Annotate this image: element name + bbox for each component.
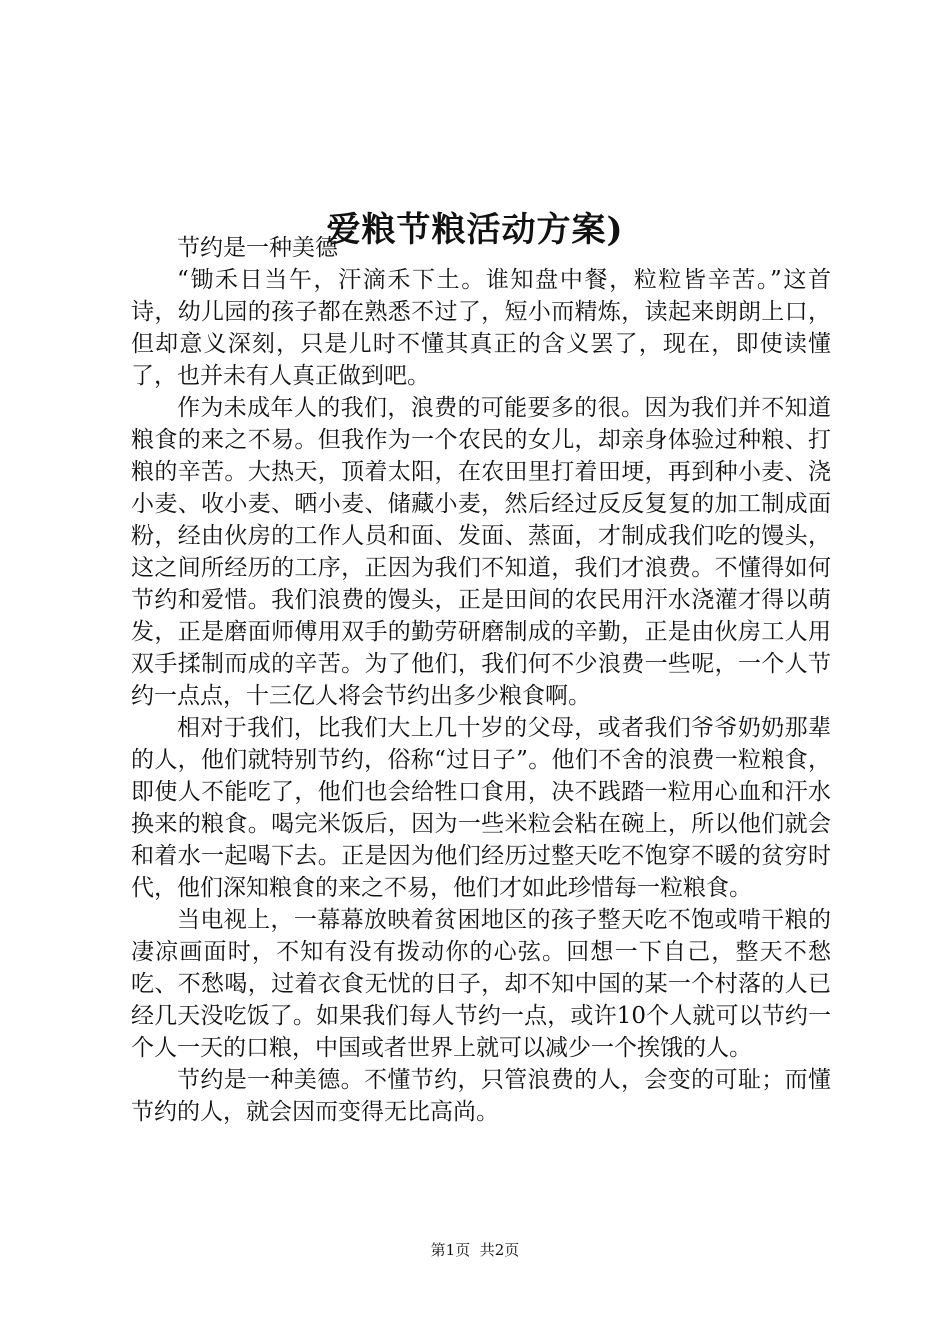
document-body: [131, 232, 831, 1128]
page-footer: [0, 1239, 950, 1261]
paragraph-4: 相对于我们，比我们大上几十岁的父母，或者我们爷爷奶奶那辈的人，他们就特别节约，俗称“过日子”。他们不舍的浪费一粒粮食，即使人不能吃了，他们也会给牲口食用，决不践踏一粒用心血和汗水换来的粮食。喝完米饭后，因为一些米粒会粘在碗上，所以他们就会和着水一起喝下去。正是因为他们经历过整天吃不饱穿不暖的贫穷时代，他们深知粮食的来之不易，他们才如此珍惜每一粒粮食。: [131, 715, 831, 901]
page-number: 第1页: [430, 1241, 471, 1259]
paragraph-6: 节约是一种美德。不懂节约，只管浪费的人，会变的可耻；而懂节约的人，就会因而变得无比高尚。: [131, 1067, 831, 1125]
paragraph-2: “锄禾日当午，汗滴禾下土。谁知盘中餐，粒粒皆辛苦。”这首诗，幼儿园的孩子都在熟悉不过了，短小而精炼，读起来朗朗上口，但却意义深刻，只是儿时不懂其真正的含义罢了，现在，即使读懂了，也并未有人真正做到吧。: [131, 267, 831, 389]
paragraph-3: 作为未成年人的我们，浪费的可能要多的很。因为我们并不知道粮食的来之不易。但我作为一个农民的女儿，却亲身体验过种粮、打粮的辛苦。大热天，顶着太阳，在农田里打着田埂，再到种小麦、浇小麦、收小麦、晒小麦、储藏小麦，然后经过反反复复的加工制成面粉，经由伙房的工作人员和面、发面、蒸面，才制成我们吃的馒头，这之间所经历的工序，正因为我们不知道，我们才浪费。不懂得如何节约和爱惜。我们浪费的馒头，正是田间的农民用汗水浇灌才得以萌发，正是磨面师傅用双手的勤劳研磨制成的辛勤，正是由伙房工人用双手揉制而成的辛苦。为了他们，我们何不少浪费一些呢，一个人节约一点点，十三亿人将会节约出多少粮食啊。: [131, 395, 831, 709]
footer-separator: [470, 1241, 480, 1259]
page-total: 共2页: [479, 1241, 520, 1259]
document-title: 爱粮节粮活动方案): [326, 209, 624, 250]
paragraph-1: 节约是一种美德: [177, 235, 338, 261]
paragraph-5: 当电视上，一幕幕放映着贫困地区的孩子整天吃不饱或啃干粮的凄凉画面时，不知有没有拨动你的心弦。回想一下自己，整天不愁吃、不愁喝，过着衣食无忧的日子，却不知中国的某一个村落的人已经几天没吃饭了。如果我们每人节约一点，或许10个人就可以节约一个人一天的口粮，中国或者世界上就可以减少一个挨饿的人。: [131, 907, 831, 1061]
